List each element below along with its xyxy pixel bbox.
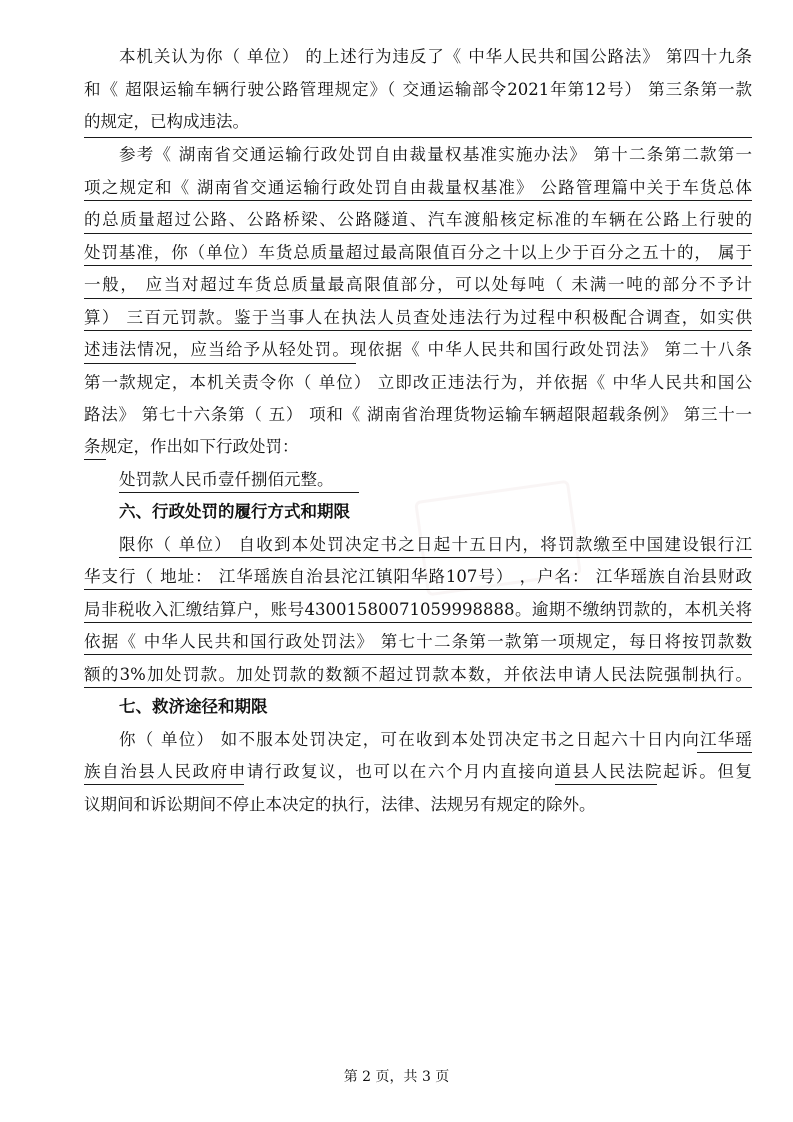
section-7-heading: 七、救济途径和期限 [119, 697, 268, 716]
underline-rule [84, 137, 752, 138]
paragraph-2-line-1: 参考《 湖南省交通运输行政处罚自由裁量权基准实施办法》 第十二条第二款第一 [119, 145, 752, 164]
section-6-line-3: 局非税收入汇缴结算户，账号43001580071059998888。逾期不缴纳罚款的，本机关将 [84, 600, 752, 619]
section-6-heading: 六、行政处罚的履行方式和期限 [119, 502, 350, 521]
section-6-line-2: 华支行（ 地址： 江华瑶族自治县沱江镇阳华路107号） ，户名： 江华瑶族自治县财政 [84, 567, 752, 586]
paragraph-2-line-4: 处罚基准，你（单位）车货总质量超过最高限值百分之十以上少于百分之五十的， 属于 [84, 243, 752, 262]
paragraph-2-line-5: 一般， 应当对超过车货总质量最高限值部分，可以处每吨（ 未满一吨的部分不予计 [84, 275, 752, 294]
paragraph-2-line-9: 路法》 第七十六条第（ 五） 项和《 湖南省治理货物运输车辆超限超载条例》 第三十一 [84, 405, 752, 424]
page-number-footer: 第 2 页，共 3 页 [343, 1069, 450, 1085]
paragraph-1-line-2: 和《 超限运输车辆行驶公路管理规定》（ 交通运输部令2021年第12号） 第三条第一款 [84, 80, 752, 99]
paragraph-2-line-7: 述违法情况，应当给予从轻处罚。现依据《 中华人民共和国行政处罚法》 第二十八条 [84, 340, 752, 359]
section-6-line-1: 限你（ 单位） 自收到本处罚决定书之日起十五日内，将罚款缴至中国建设银行江 [119, 535, 752, 554]
penalty-amount: 处罚款人民币壹仟捌佰元整。 [119, 470, 334, 489]
paragraph-2-line-3: 的总质量超过公路、公路桥梁、公路隧道、汽车渡船核定标准的车辆在公路上行驶的 [84, 210, 752, 229]
section-7-line-3: 议期间和诉讼期间不停止本决定的执行，法律、法规另有规定的除外。 [84, 795, 596, 814]
section-6-line-4: 依据《 中华人民共和国行政处罚法》 第七十二条第一款第一项规定，每日将按罚款数 [84, 632, 752, 651]
section-7-line-2: 族自治县人民政府申请行政复议，也可以在六个月内直接向道县人民法院起诉。但复 [84, 762, 752, 781]
paragraph-2-line-8: 第一款规定，本机关责令你（ 单位） 立即改正违法行为，并依据《 中华人民共和国公 [84, 373, 752, 392]
section-7-line-1: 你（ 单位） 如不服本处罚决定，可在收到本处罚决定书之日起六十日内向江华瑶 [119, 730, 752, 749]
paragraph-1-line-1: 本机关认为你（ 单位） 的上述行为违反了《 中华人民共和国公路法》 第四十九条 [119, 47, 752, 66]
paragraph-2-line-10: 条规定，作出如下行政处罚： [84, 437, 299, 456]
paragraph-1-line-3: 的规定，已构成违法。 [84, 112, 249, 131]
paragraph-2-line-2: 项之规定和《 湖南省交通运输行政处罚自由裁量权基准》 公路管理篇中关于车货总体 [84, 178, 752, 197]
paragraph-2-line-6: 算） 三百元罚款。鉴于当事人在执法人员查处违法行为过程中积极配合调查，如实供 [84, 308, 752, 327]
section-6-line-5: 额的3%加处罚款。加处罚款的数额不超过罚款本数，并依法申请人民法院强制执行。 [84, 665, 752, 684]
